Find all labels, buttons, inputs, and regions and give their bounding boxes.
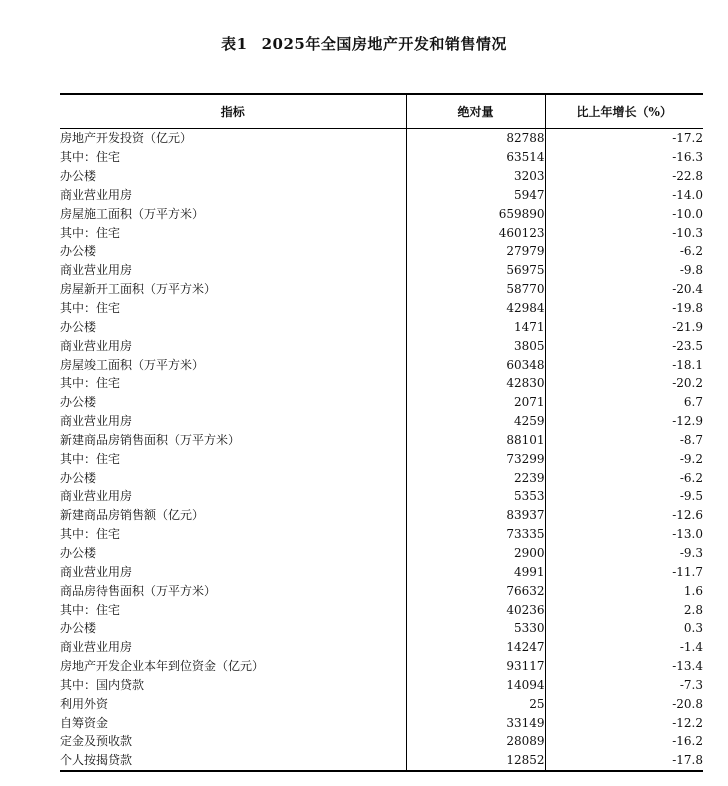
table-row [60, 675, 703, 694]
row-absolute-value: 58770 [406, 280, 545, 299]
row-growth-rate: -9.2 [679, 451, 703, 466]
table-row [60, 732, 703, 751]
table-row [60, 336, 703, 355]
row-growth-rate: -20.8 [672, 696, 703, 711]
row-growth-rate: -10.3 [672, 225, 703, 240]
table-number: 表1 [221, 35, 248, 53]
row-absolute-value: 82788 [406, 129, 545, 148]
table-row [60, 638, 703, 657]
row-absolute-value: 4259 [406, 412, 545, 431]
table-row [60, 581, 703, 600]
row-growth-rate: 0.3 [683, 621, 703, 636]
row-indicator: 其中：住宅 [60, 525, 406, 544]
row-indicator: 房屋新开工面积（万平方米） [60, 280, 406, 299]
table-row [60, 129, 703, 148]
row-growth-rate: -13.0 [672, 527, 703, 542]
table-row [60, 355, 703, 374]
row-absolute-value: 56975 [406, 261, 545, 280]
row-indicator: 办公楼 [60, 468, 406, 487]
row-absolute-value: 659890 [406, 204, 545, 223]
row-indicator: 其中：住宅 [60, 374, 406, 393]
row-absolute-value: 73299 [406, 449, 545, 468]
row-absolute-value: 60348 [406, 355, 545, 374]
row-indicator: 定金及预收款 [60, 732, 406, 751]
table-header-row [60, 94, 703, 129]
row-growth-rate: 2.8 [683, 602, 703, 617]
row-growth-rate: 6.7 [683, 395, 703, 410]
row-indicator: 其中：住宅 [60, 148, 406, 167]
table-row [60, 525, 703, 544]
row-absolute-value: 14247 [406, 638, 545, 657]
table-row [60, 261, 703, 280]
row-indicator: 办公楼 [60, 242, 406, 261]
row-absolute-value: 12852 [406, 751, 545, 771]
row-growth-rate: -1.4 [679, 640, 703, 655]
table-row [60, 506, 703, 525]
table-row [60, 431, 703, 450]
row-absolute-value: 14094 [406, 675, 545, 694]
row-indicator: 其中：国内贷款 [60, 675, 406, 694]
row-absolute-value: 42984 [406, 299, 545, 318]
table-row [60, 713, 703, 732]
header-indicator: 指标 [60, 94, 406, 129]
row-growth-rate: -6.2 [679, 244, 703, 259]
row-absolute-value: 73335 [406, 525, 545, 544]
row-growth-rate: -20.2 [672, 376, 703, 391]
row-indicator: 其中：住宅 [60, 600, 406, 619]
row-growth-rate: -9.3 [679, 545, 703, 560]
row-absolute-value: 460123 [406, 223, 545, 242]
table-body [60, 129, 703, 771]
row-growth-rate: -12.6 [672, 508, 703, 523]
row-absolute-value: 27979 [406, 242, 545, 261]
table-row [60, 186, 703, 205]
row-indicator: 商业营业用房 [60, 261, 406, 280]
header-absolute-value: 绝对量 [406, 94, 545, 129]
table-title [0, 33, 728, 54]
row-indicator: 商业营业用房 [60, 638, 406, 657]
statistics-table [60, 93, 703, 772]
row-growth-rate: -12.9 [672, 414, 703, 429]
row-indicator: 办公楼 [60, 393, 406, 412]
table-row [60, 204, 703, 223]
row-absolute-value: 33149 [406, 713, 545, 732]
table-row [60, 619, 703, 638]
table-row [60, 468, 703, 487]
row-growth-rate: -13.4 [672, 659, 703, 674]
row-indicator: 新建商品房销售面积（万平方米） [60, 431, 406, 450]
table-row [60, 449, 703, 468]
row-absolute-value: 5947 [406, 186, 545, 205]
row-indicator: 商业营业用房 [60, 412, 406, 431]
row-absolute-value: 25 [406, 694, 545, 713]
table-row [60, 412, 703, 431]
table-row [60, 544, 703, 563]
table-row [60, 562, 703, 581]
row-growth-rate: -17.8 [545, 751, 703, 771]
row-absolute-value: 93117 [406, 657, 545, 676]
row-indicator: 办公楼 [60, 167, 406, 186]
row-growth-rate: -16.3 [672, 150, 703, 165]
row-indicator: 新建商品房销售额（亿元） [60, 506, 406, 525]
row-growth-rate: -9.5 [679, 489, 703, 504]
table-row [60, 299, 703, 318]
row-absolute-value: 3203 [406, 167, 545, 186]
row-absolute-value: 2071 [406, 393, 545, 412]
row-indicator: 商业营业用房 [60, 186, 406, 205]
row-indicator: 其中：住宅 [60, 223, 406, 242]
row-absolute-value: 42830 [406, 374, 545, 393]
row-growth-rate: -6.2 [679, 470, 703, 485]
row-absolute-value: 3805 [406, 336, 545, 355]
row-absolute-value: 4991 [406, 562, 545, 581]
table-row [60, 317, 703, 336]
row-indicator: 商业营业用房 [60, 487, 406, 506]
row-absolute-value: 83937 [406, 506, 545, 525]
table-row [60, 167, 703, 186]
row-indicator: 自筹资金 [60, 713, 406, 732]
row-growth-rate: -7.3 [679, 677, 703, 692]
row-indicator: 商业营业用房 [60, 562, 406, 581]
row-growth-rate: -18.1 [672, 357, 703, 372]
row-indicator: 个人按揭贷款 [60, 751, 406, 771]
row-growth-rate: -10.0 [672, 206, 703, 221]
table-row [60, 223, 703, 242]
row-indicator: 房屋竣工面积（万平方米） [60, 355, 406, 374]
row-absolute-value: 5330 [406, 619, 545, 638]
row-absolute-value: 88101 [406, 431, 545, 450]
row-absolute-value: 5353 [406, 487, 545, 506]
row-growth-rate: -16.2 [672, 734, 703, 749]
table-row [60, 242, 703, 261]
row-indicator: 房地产开发企业本年到位资金（亿元） [60, 657, 406, 676]
row-growth-rate: -12.2 [672, 715, 703, 730]
header-growth-rate: 比上年增长（%） [545, 94, 703, 129]
table-row [60, 694, 703, 713]
row-growth-rate: -19.8 [672, 301, 703, 316]
table-row [60, 487, 703, 506]
row-growth-rate: -21.9 [672, 319, 703, 334]
row-absolute-value: 2239 [406, 468, 545, 487]
row-growth-rate: -23.5 [672, 338, 703, 353]
row-growth-rate: 1.6 [683, 583, 703, 598]
row-indicator: 办公楼 [60, 317, 406, 336]
row-absolute-value: 28089 [406, 732, 545, 751]
row-indicator: 办公楼 [60, 619, 406, 638]
row-indicator: 商业营业用房 [60, 336, 406, 355]
table-row [60, 751, 703, 771]
row-absolute-value: 2900 [406, 544, 545, 563]
row-indicator: 商品房待售面积（万平方米） [60, 581, 406, 600]
row-growth-rate: -8.7 [679, 432, 703, 447]
row-growth-rate: -14.0 [672, 187, 703, 202]
row-absolute-value: 63514 [406, 148, 545, 167]
row-indicator: 办公楼 [60, 544, 406, 563]
row-growth-rate: -11.7 [672, 564, 703, 579]
table-title-text: 2025年全国房地产开发和销售情况 [261, 35, 507, 53]
table-row [60, 657, 703, 676]
row-growth-rate: -17.2 [672, 131, 703, 146]
row-growth-rate: -20.4 [672, 282, 703, 297]
row-indicator: 其中：住宅 [60, 299, 406, 318]
table-row [60, 280, 703, 299]
row-indicator: 利用外资 [60, 694, 406, 713]
row-growth-rate: -22.8 [672, 169, 703, 184]
table-row [60, 600, 703, 619]
table-row [60, 374, 703, 393]
table-row [60, 393, 703, 412]
row-absolute-value: 76632 [406, 581, 545, 600]
row-indicator: 房屋施工面积（万平方米） [60, 204, 406, 223]
row-indicator: 房地产开发投资（亿元） [60, 129, 406, 148]
row-growth-rate: -9.8 [679, 263, 703, 278]
table-row [60, 148, 703, 167]
row-absolute-value: 40236 [406, 600, 545, 619]
row-indicator: 其中：住宅 [60, 449, 406, 468]
row-absolute-value: 1471 [406, 317, 545, 336]
